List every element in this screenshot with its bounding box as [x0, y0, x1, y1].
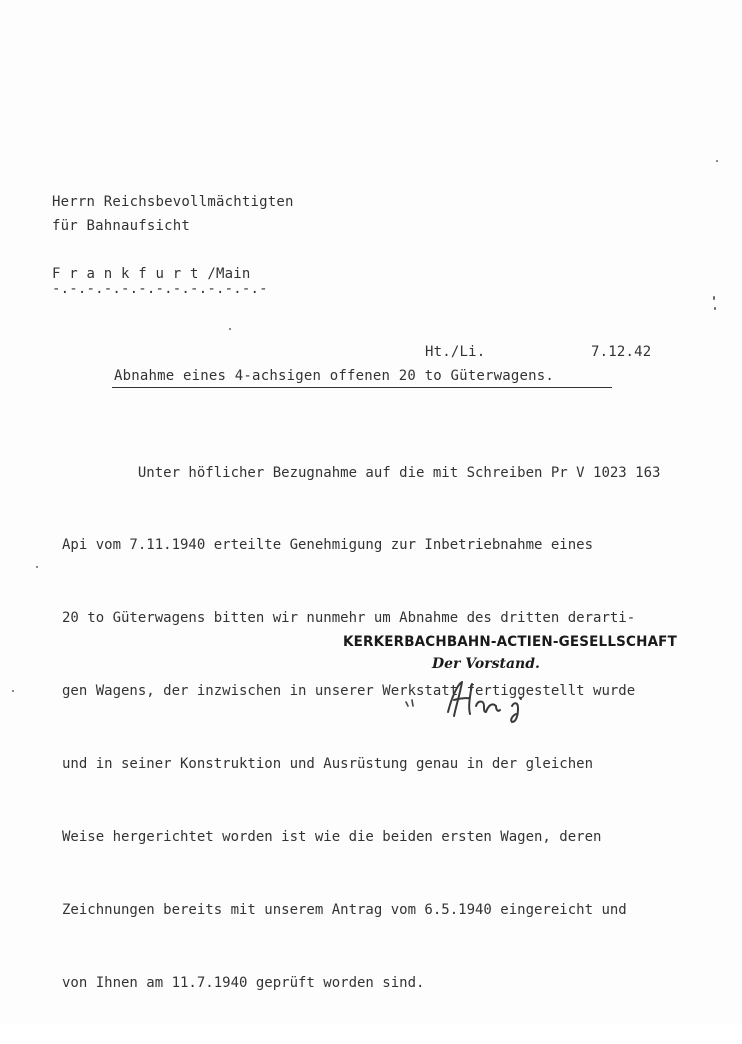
subject-underline: [112, 387, 612, 388]
paper-speck: [714, 307, 716, 310]
letter-body: [62, 412, 660, 1044]
body-line: und in seiner Konstruktion und Ausrüstung genau in der gleichen: [62, 756, 594, 773]
body-line: Unter höflicher Bezugnahme auf die mit Schreiben Pr V 1023 163: [62, 464, 661, 481]
reference-initials: Ht./Li.: [425, 344, 486, 360]
paper-speck: [12, 690, 14, 692]
paper-speck: [713, 296, 715, 300]
body-line: Zeichnungen bereits mit unserem Antrag vom 6.5.1940 eingereicht und: [62, 901, 627, 918]
body-line: von Ihnen am 11.7.1940 geprüft worden sind.: [62, 974, 425, 991]
body-line: Weise hergerichtet worden ist wie die beiden ersten Wagen, deren: [62, 829, 602, 846]
handwritten-signature: [400, 676, 540, 726]
paper-speck: [716, 160, 718, 162]
body-line: 20 to Güterwagens bitten wir nunmehr um Abnahme des dritten derarti-: [62, 610, 636, 627]
body-line: gen Wagens, der inzwischen in unserer Werkstatt fertiggestellt wurde: [62, 683, 636, 700]
letter-date: 7.12.42: [591, 344, 652, 360]
recipient-line-1: Herrn Reichsbevollmächtigten: [52, 194, 294, 210]
company-stamp: KERKERBACHBAHN-ACTIEN-GESELLSCHAFT: [343, 634, 677, 650]
board-stamp: Der Vorstand.: [432, 656, 540, 672]
paper-speck: [36, 566, 38, 568]
body-line: Api vom 7.11.1940 erteilte Genehmigung zur Inbetriebnahme eines: [62, 537, 594, 554]
paper-speck: [229, 328, 231, 330]
recipient-city-underline: -.-.-.-.-.-.-.-.-.-.-.-.-: [52, 281, 268, 297]
subject-line: Abnahme eines 4-achsigen offenen 20 to Güterwagens.: [114, 368, 555, 384]
recipient-city: F r a n k f u r t /Main: [52, 266, 251, 282]
recipient-line-2: für Bahnaufsicht: [52, 218, 191, 234]
